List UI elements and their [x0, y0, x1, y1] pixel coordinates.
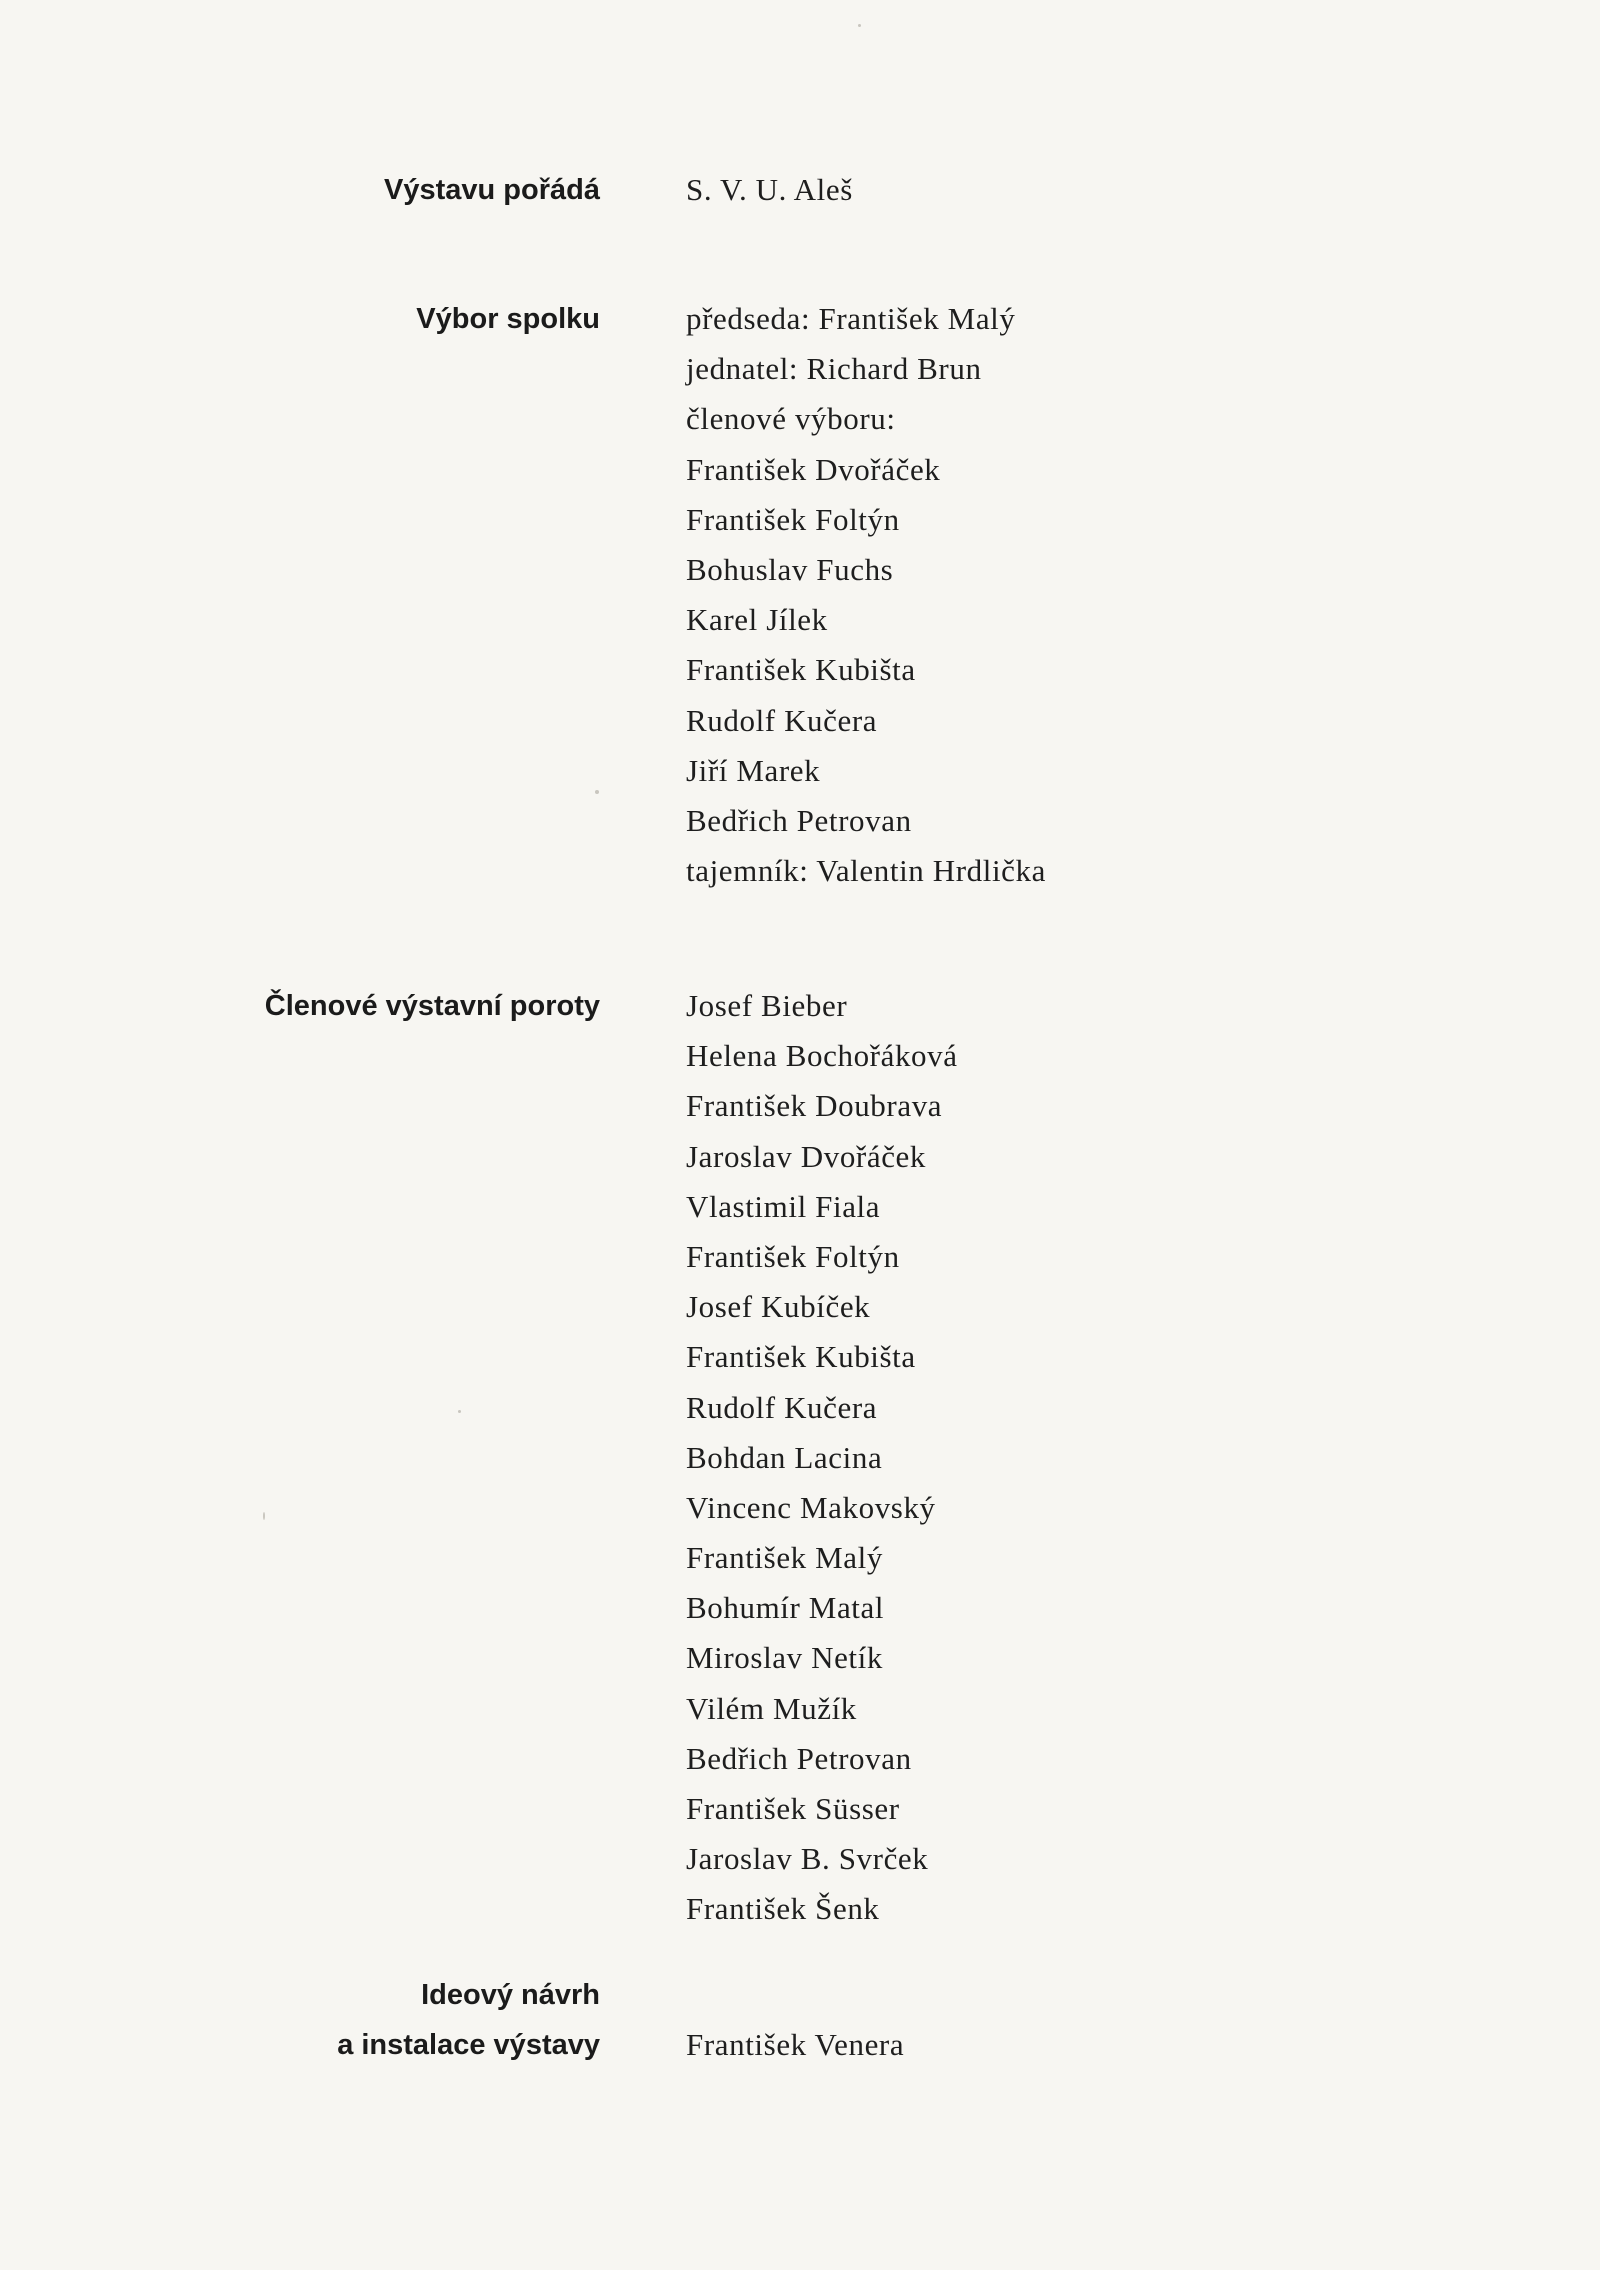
committee-member: Bohuslav Fuchs: [686, 551, 894, 587]
paper-speck: [858, 24, 861, 27]
jury-member: Jaroslav Dvořáček: [686, 1138, 927, 1174]
jury-member: Vilém Mužík: [686, 1690, 857, 1726]
jury-label-line: Členové výstavní poroty: [264, 990, 600, 1022]
committee-member: Karel Jílek: [686, 602, 828, 638]
committee-member: Bedřich Petrovan: [686, 802, 912, 838]
jury-member: Vlastimil Fiala: [686, 1188, 881, 1224]
jury-member: František Doubrava: [686, 1088, 943, 1124]
jury-member: František Süsser: [686, 1791, 900, 1826]
organizer-name: S. V. U. Aleš: [686, 172, 853, 207]
jury-member: Miroslav Netík: [686, 1640, 883, 1676]
jury-member: Bedřich Petrovan: [686, 1740, 912, 1776]
design-label: [337, 1970, 600, 2070]
committee-member: tajemník: Valentin Hrdlička: [686, 853, 1046, 889]
jury-member: Bohumír Matal: [686, 1590, 885, 1626]
jury-member: Josef Bieber: [686, 988, 848, 1023]
committee-member: jednatel: Richard Brun: [686, 351, 982, 387]
jury-member: Jaroslav B. Svrček: [686, 1841, 929, 1877]
jury-member: Rudolf Kučera: [686, 1389, 878, 1425]
committee-member: předseda: František Malý: [686, 301, 1016, 336]
committee-member: František Dvořáček: [686, 451, 941, 487]
jury-label: [265, 981, 600, 1031]
committee-label-line: Výbor spolku: [416, 303, 600, 335]
jury-member: František Foltýn: [686, 1238, 900, 1274]
committee-member: Rudolf Kučera: [686, 702, 878, 738]
jury-member: Josef Kubíček: [686, 1289, 871, 1325]
jury-member: František Šenk: [686, 1891, 880, 1927]
committee-member: členové výboru:: [686, 401, 896, 437]
jury-member: Vincenc Makovský: [686, 1489, 936, 1525]
organizer-label-line: Výstavu pořádá: [384, 174, 600, 206]
paper-speck: [595, 790, 599, 794]
organizer-values: [686, 165, 853, 215]
jury-member: František Malý: [686, 1540, 883, 1576]
jury-member: Helena Bochořáková: [686, 1038, 958, 1074]
jury-member: František Kubišta: [686, 1339, 916, 1375]
jury-list: [686, 981, 958, 1935]
jury-member: Bohdan Lacina: [686, 1439, 883, 1475]
design-values: [686, 2020, 904, 2070]
committee-member: Jiří Marek: [686, 752, 821, 788]
paper-speck: [458, 1410, 461, 1413]
committee-member: František Foltýn: [686, 501, 900, 537]
paper-speck: [263, 1512, 265, 1520]
designer-name: František Venera: [686, 2027, 905, 2062]
committee-list: [686, 294, 1046, 896]
design-label-line: a instalace výstavy: [337, 2029, 600, 2061]
committee-member: František Kubišta: [686, 652, 916, 688]
design-label-line: Ideový návrh: [421, 1979, 600, 2011]
organizer-label: [384, 165, 600, 215]
committee-label: [416, 294, 600, 344]
